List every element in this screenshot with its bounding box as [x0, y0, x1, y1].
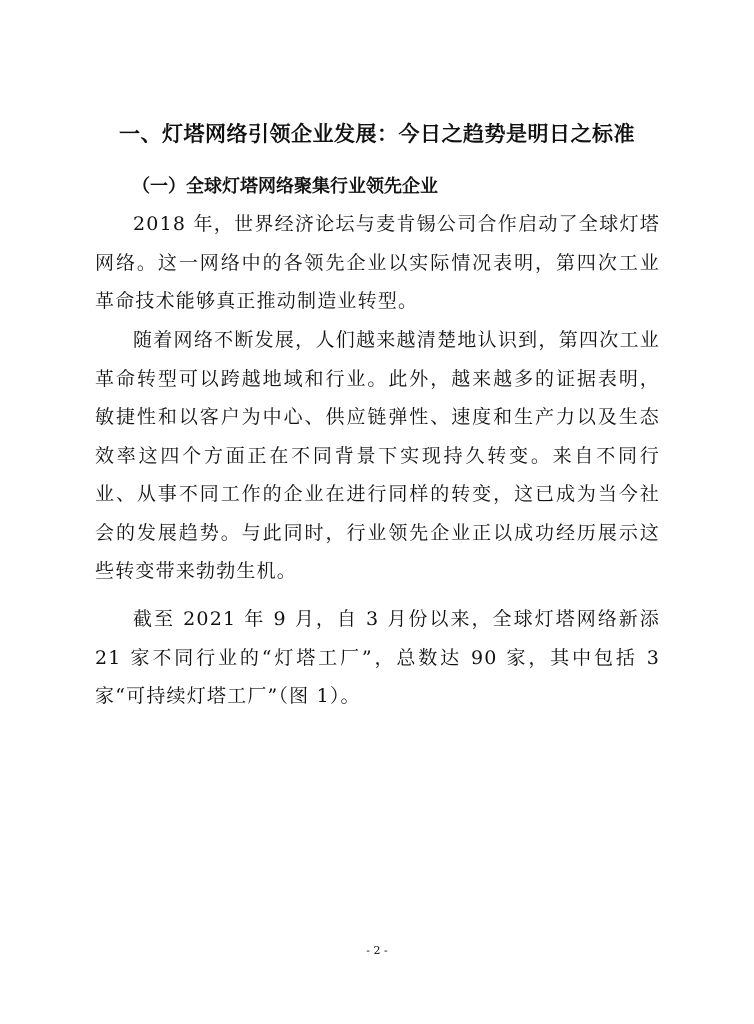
paragraph-2: 随着网络不断发展，人们越来越清楚地认识到，第四次工业革命转型可以跨越地域和行业。此外，越来越多的证据表明，敏捷性和以客户为中心、供应链弹性、速度和生产力以及生态效率这四个方面正在不同背景下实现持久转变。来自不同行业、从事不同工作的企业在进行同样的转变，这已成为当今社会的发展趋势。与此同时，行业领先企业正以成功经历展示这些转变带来勃勃生机。 — [95, 329, 660, 582]
subsection-heading: （一）全球灯塔网络聚集行业领先企业 — [132, 176, 438, 197]
paragraph-1: 2018 年，世界经济论坛与麦肯锡公司合作启动了全球灯塔网络。这一网络中的各领先企业以实际情况表明，第四次工业革命技术能够真正推动制造业转型。 — [95, 213, 660, 312]
section-heading: 一、灯塔网络引领企业发展：今日之趋势是明日之标准 — [119, 122, 635, 146]
page-number: - 2 - — [366, 944, 388, 957]
paragraph-3: 截至 2021 年 9 月，自 3 月份以来，全球灯塔网络新添 21 家不同行业的“灯塔工厂”，总数达 90 家，其中包括 3 家“可持续灯塔工厂”（图 1）。 — [95, 608, 660, 707]
